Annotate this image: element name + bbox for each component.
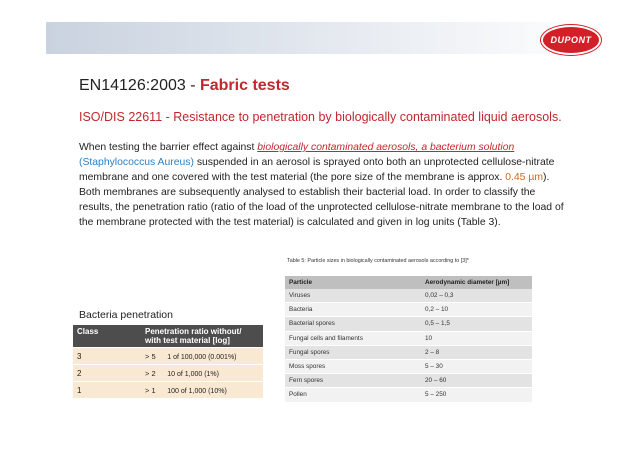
table-header-row [73, 325, 263, 348]
ratio-value: 10 of 1,000 (1%) [167, 370, 219, 378]
column-header: Class [73, 325, 141, 348]
table-header-row [285, 276, 532, 289]
particle-size-table [285, 276, 532, 403]
bacteria-penetration-label: Bacteria penetration [79, 309, 173, 321]
particle-cell: Fungal spores [285, 345, 421, 359]
ratio-value: 1 of 100,000 (0.001%) [167, 353, 237, 361]
particle-cell: Bacterial spores [285, 317, 421, 331]
particle-cell: Moss spores [285, 359, 421, 373]
diameter-cell: 0,5 – 1,5 [421, 317, 532, 331]
table-row [285, 374, 532, 388]
table-row [285, 345, 532, 359]
subtitle: ISO/DIS 22611 - Resistance to penetration by biologically contaminated liquid aerosols. [79, 110, 562, 124]
dupont-logo: DUPONT [541, 25, 601, 55]
column-header: Penetration ratio without/ with test material [log] [141, 325, 263, 348]
ratio-value: 100 of 1,000 (10%) [167, 387, 227, 395]
table5-caption: Table 5: Particle sizes in biologically contaminated aerosols according to [3]* [287, 258, 469, 264]
particle-cell: Bacteria [285, 303, 421, 317]
particle-cell: Fern spores [285, 374, 421, 388]
ratio-operator: > 5 [145, 351, 156, 361]
table-row [73, 348, 263, 365]
para-part1: When testing the barrier effect against [79, 142, 258, 153]
table-row [73, 365, 263, 382]
title-standard: EN14126:2003 - [79, 77, 196, 94]
header-bar [46, 22, 606, 54]
page-title [79, 77, 290, 95]
table-row [285, 359, 532, 373]
diameter-cell: 5 – 250 [421, 388, 532, 402]
table-row [285, 289, 532, 303]
table-row [73, 382, 263, 399]
diameter-cell: 0,02 – 0,3 [421, 289, 532, 303]
column-header: Particle [285, 276, 421, 289]
organism-name: (Staphylococcus Aureus) [79, 157, 194, 168]
table-row [285, 331, 532, 345]
para-part4: ). Both membranes are subsequently analysed to establish their bacterial load. In order to classify the results, the penetration ratio (ratio of the load of the unprotected cellulose-nitrate membrane to the load of the membrane protected with the test material) is calculated and given in log units (Table 3). [79, 172, 564, 228]
class-cell: 3 [73, 348, 141, 365]
pore-size: 0.45 µm [505, 172, 543, 183]
description-paragraph [79, 140, 569, 230]
diameter-cell: 10 [421, 331, 532, 345]
ratio-cell [141, 365, 263, 382]
particle-cell: Pollen [285, 388, 421, 402]
ratio-cell [141, 348, 263, 365]
column-header: Aerodynamic diameter [µm] [421, 276, 532, 289]
ratio-operator: > 1 [145, 385, 156, 395]
ratio-operator: > 2 [145, 368, 156, 378]
table-row [285, 303, 532, 317]
para-part3: suspended in an aerosol is sprayed onto both an unprotected cellulose-nitrate membrane and one covered with the test material (the pore size of the membrane is approx. [79, 157, 555, 183]
title-highlight: Fabric tests [199, 77, 290, 94]
class-cell: 1 [73, 382, 141, 399]
table-row [285, 317, 532, 331]
particle-cell: Fungal cells and filaments [285, 331, 421, 345]
table-row [285, 388, 532, 402]
diameter-cell: 2 – 8 [421, 345, 532, 359]
diameter-cell: 20 – 60 [421, 374, 532, 388]
diameter-cell: 5 – 30 [421, 359, 532, 373]
class-cell: 2 [73, 365, 141, 382]
diameter-cell: 0,2 – 10 [421, 303, 532, 317]
ratio-cell [141, 382, 263, 399]
aerosol-link[interactable]: biologically contaminated aerosols, a bacterium solution [257, 142, 515, 153]
particle-cell: Viruses [285, 289, 421, 303]
bacteria-penetration-table [73, 325, 263, 398]
